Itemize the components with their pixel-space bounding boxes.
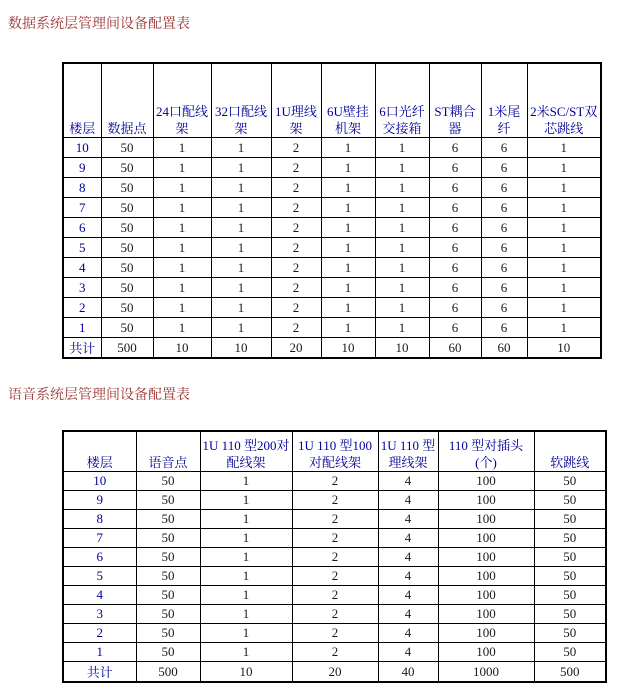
value-cell: 1 xyxy=(211,238,271,258)
value-cell: 100 xyxy=(438,605,534,624)
value-cell: 10 xyxy=(200,662,292,683)
column-header: 6口光纤交接箱 xyxy=(375,63,429,138)
floor-label-cell: 8 xyxy=(63,178,101,198)
value-cell: 100 xyxy=(438,586,534,605)
value-cell: 1 xyxy=(200,567,292,586)
table-row xyxy=(63,318,601,338)
value-cell: 1 xyxy=(527,218,601,238)
value-cell: 1 xyxy=(153,318,211,338)
value-cell: 6 xyxy=(429,278,481,298)
value-cell: 6 xyxy=(429,138,481,158)
value-cell: 50 xyxy=(534,472,606,491)
column-header: 语音点 xyxy=(136,431,200,472)
value-cell: 4 xyxy=(378,491,438,510)
value-cell: 2 xyxy=(271,298,321,318)
value-cell: 50 xyxy=(101,238,153,258)
value-cell: 2 xyxy=(271,258,321,278)
value-cell: 1 xyxy=(200,624,292,643)
value-cell: 1 xyxy=(211,318,271,338)
value-cell: 50 xyxy=(534,567,606,586)
table-row xyxy=(63,218,601,238)
value-cell: 50 xyxy=(534,548,606,567)
floor-label-cell: 3 xyxy=(63,605,136,624)
floor-label-cell: 2 xyxy=(63,298,101,318)
value-cell: 50 xyxy=(136,624,200,643)
table-row xyxy=(63,278,601,298)
value-cell: 1 xyxy=(375,258,429,278)
value-cell: 1 xyxy=(527,258,601,278)
value-cell: 1 xyxy=(211,158,271,178)
value-cell: 500 xyxy=(534,662,606,683)
value-cell: 50 xyxy=(534,491,606,510)
value-cell: 2 xyxy=(292,605,378,624)
table-row xyxy=(63,567,606,586)
value-cell: 1 xyxy=(153,258,211,278)
floor-label-cell: 9 xyxy=(63,491,136,510)
value-cell: 50 xyxy=(136,510,200,529)
value-cell: 1 xyxy=(375,198,429,218)
value-cell: 1 xyxy=(200,548,292,567)
table-row xyxy=(63,258,601,278)
value-cell: 2 xyxy=(292,510,378,529)
value-cell: 6 xyxy=(429,238,481,258)
value-cell: 2 xyxy=(292,491,378,510)
value-cell: 100 xyxy=(438,548,534,567)
column-header: 1U 110 型100对配线架 xyxy=(292,431,378,472)
table-row xyxy=(63,529,606,548)
value-cell: 1 xyxy=(200,472,292,491)
column-header: 2米SC/ST双芯跳线 xyxy=(527,63,601,138)
floor-label-cell: 10 xyxy=(63,472,136,491)
floor-label-cell: 1 xyxy=(63,643,136,662)
value-cell: 1 xyxy=(321,198,375,218)
value-cell: 100 xyxy=(438,491,534,510)
table-row xyxy=(63,624,606,643)
value-cell: 6 xyxy=(429,258,481,278)
value-cell: 20 xyxy=(271,338,321,359)
table-row xyxy=(63,605,606,624)
data-system-table-body xyxy=(63,138,601,359)
value-cell: 6 xyxy=(429,158,481,178)
value-cell: 1 xyxy=(200,510,292,529)
voice-system-table-body xyxy=(63,472,606,683)
value-cell: 60 xyxy=(429,338,481,359)
voice-system-table-title: 语音系统层管理间设备配置表 xyxy=(8,388,190,403)
table-row xyxy=(63,138,601,158)
voice-system-config-table xyxy=(62,430,607,683)
value-cell: 40 xyxy=(378,662,438,683)
value-cell: 1 xyxy=(321,278,375,298)
table-row xyxy=(63,472,606,491)
value-cell: 1 xyxy=(153,278,211,298)
value-cell: 50 xyxy=(101,258,153,278)
value-cell: 50 xyxy=(136,605,200,624)
column-header: 110 型对插头(个) xyxy=(438,431,534,472)
value-cell: 6 xyxy=(429,298,481,318)
value-cell: 6 xyxy=(429,178,481,198)
value-cell: 100 xyxy=(438,567,534,586)
value-cell: 6 xyxy=(481,298,527,318)
value-cell: 50 xyxy=(534,643,606,662)
column-header: ST耦合器 xyxy=(429,63,481,138)
floor-label-cell: 1 xyxy=(63,318,101,338)
value-cell: 1 xyxy=(200,529,292,548)
value-cell: 2 xyxy=(271,218,321,238)
column-header: 数据点 xyxy=(101,63,153,138)
value-cell: 1 xyxy=(527,278,601,298)
value-cell: 2 xyxy=(271,278,321,298)
table-row xyxy=(63,586,606,605)
value-cell: 50 xyxy=(136,529,200,548)
floor-label-cell: 7 xyxy=(63,529,136,548)
floor-label-cell: 6 xyxy=(63,548,136,567)
value-cell: 1 xyxy=(153,298,211,318)
value-cell: 1 xyxy=(200,491,292,510)
value-cell: 100 xyxy=(438,529,534,548)
value-cell: 1 xyxy=(527,138,601,158)
column-header: 1米尾纤 xyxy=(481,63,527,138)
value-cell: 2 xyxy=(271,138,321,158)
value-cell: 10 xyxy=(527,338,601,359)
value-cell: 10 xyxy=(211,338,271,359)
value-cell: 6 xyxy=(481,318,527,338)
value-cell: 100 xyxy=(438,510,534,529)
value-cell: 1 xyxy=(375,238,429,258)
value-cell: 50 xyxy=(101,198,153,218)
value-cell: 1 xyxy=(211,258,271,278)
value-cell: 50 xyxy=(136,472,200,491)
value-cell: 500 xyxy=(101,338,153,359)
value-cell: 6 xyxy=(481,158,527,178)
value-cell: 50 xyxy=(534,586,606,605)
value-cell: 1 xyxy=(375,278,429,298)
floor-label-cell: 4 xyxy=(63,586,136,605)
value-cell: 2 xyxy=(271,158,321,178)
total-row xyxy=(63,338,601,359)
value-cell: 50 xyxy=(136,586,200,605)
total-row xyxy=(63,662,606,683)
floor-label-cell: 2 xyxy=(63,624,136,643)
floor-label-cell: 共计 xyxy=(63,662,136,683)
column-header: 1U 110 型理线架 xyxy=(378,431,438,472)
value-cell: 1 xyxy=(375,178,429,198)
value-cell: 2 xyxy=(292,643,378,662)
value-cell: 10 xyxy=(375,338,429,359)
column-header: 24口配线架 xyxy=(153,63,211,138)
value-cell: 50 xyxy=(534,624,606,643)
value-cell: 6 xyxy=(481,178,527,198)
floor-label-cell: 7 xyxy=(63,198,101,218)
value-cell: 500 xyxy=(136,662,200,683)
column-header: 楼层 xyxy=(63,63,101,138)
value-cell: 1 xyxy=(153,138,211,158)
value-cell: 1 xyxy=(321,238,375,258)
value-cell: 100 xyxy=(438,472,534,491)
value-cell: 10 xyxy=(321,338,375,359)
value-cell: 100 xyxy=(438,643,534,662)
table-row xyxy=(63,643,606,662)
value-cell: 50 xyxy=(101,138,153,158)
value-cell: 2 xyxy=(271,318,321,338)
value-cell: 4 xyxy=(378,472,438,491)
value-cell: 2 xyxy=(292,567,378,586)
value-cell: 50 xyxy=(136,491,200,510)
value-cell: 4 xyxy=(378,586,438,605)
data-system-table-title: 数据系统层管理间设备配置表 xyxy=(8,17,190,32)
value-cell: 50 xyxy=(101,278,153,298)
column-header: 1U 110 型200对配线架 xyxy=(200,431,292,472)
value-cell: 1 xyxy=(211,298,271,318)
value-cell: 6 xyxy=(481,198,527,218)
value-cell: 1 xyxy=(375,218,429,238)
value-cell: 60 xyxy=(481,338,527,359)
value-cell: 6 xyxy=(481,258,527,278)
value-cell: 2 xyxy=(292,586,378,605)
floor-label-cell: 10 xyxy=(63,138,101,158)
table-row xyxy=(63,178,601,198)
column-header: 1U理线架 xyxy=(271,63,321,138)
value-cell: 1 xyxy=(375,298,429,318)
value-cell: 1 xyxy=(375,138,429,158)
value-cell: 50 xyxy=(101,318,153,338)
value-cell: 4 xyxy=(378,548,438,567)
value-cell: 2 xyxy=(292,548,378,567)
data-system-config-table xyxy=(62,62,602,359)
value-cell: 6 xyxy=(481,238,527,258)
value-cell: 1 xyxy=(200,605,292,624)
value-cell: 50 xyxy=(534,605,606,624)
value-cell: 2 xyxy=(292,624,378,643)
floor-label-cell: 6 xyxy=(63,218,101,238)
value-cell: 50 xyxy=(534,529,606,548)
value-cell: 2 xyxy=(271,178,321,198)
value-cell: 1 xyxy=(321,178,375,198)
value-cell: 50 xyxy=(101,178,153,198)
value-cell: 4 xyxy=(378,529,438,548)
value-cell: 1 xyxy=(527,198,601,218)
value-cell: 1 xyxy=(211,198,271,218)
value-cell: 1 xyxy=(211,138,271,158)
value-cell: 4 xyxy=(378,643,438,662)
value-cell: 1 xyxy=(153,218,211,238)
value-cell: 1 xyxy=(527,238,601,258)
value-cell: 1 xyxy=(375,158,429,178)
value-cell: 50 xyxy=(136,548,200,567)
column-header: 软跳线 xyxy=(534,431,606,472)
value-cell: 2 xyxy=(271,238,321,258)
value-cell: 1 xyxy=(527,318,601,338)
header-row xyxy=(63,431,606,472)
value-cell: 1 xyxy=(321,218,375,238)
value-cell: 1 xyxy=(153,158,211,178)
value-cell: 2 xyxy=(292,529,378,548)
value-cell: 1 xyxy=(321,158,375,178)
floor-label-cell: 3 xyxy=(63,278,101,298)
table-row xyxy=(63,238,601,258)
value-cell: 6 xyxy=(481,138,527,158)
value-cell: 1 xyxy=(527,298,601,318)
value-cell: 50 xyxy=(101,298,153,318)
value-cell: 20 xyxy=(292,662,378,683)
value-cell: 50 xyxy=(101,158,153,178)
value-cell: 1 xyxy=(375,318,429,338)
column-header: 32口配线架 xyxy=(211,63,271,138)
value-cell: 1 xyxy=(321,258,375,278)
table-row xyxy=(63,198,601,218)
value-cell: 1000 xyxy=(438,662,534,683)
header-row xyxy=(63,63,601,138)
value-cell: 4 xyxy=(378,605,438,624)
value-cell: 4 xyxy=(378,510,438,529)
floor-label-cell: 4 xyxy=(63,258,101,278)
floor-label-cell: 5 xyxy=(63,567,136,586)
value-cell: 2 xyxy=(292,472,378,491)
value-cell: 1 xyxy=(527,158,601,178)
value-cell: 50 xyxy=(534,510,606,529)
floor-label-cell: 9 xyxy=(63,158,101,178)
value-cell: 1 xyxy=(527,178,601,198)
table-row xyxy=(63,298,601,318)
value-cell: 1 xyxy=(211,218,271,238)
value-cell: 1 xyxy=(153,198,211,218)
column-header: 6U壁挂机架 xyxy=(321,63,375,138)
table-row xyxy=(63,491,606,510)
value-cell: 1 xyxy=(321,298,375,318)
voice-system-table-head xyxy=(63,431,606,472)
value-cell: 6 xyxy=(481,278,527,298)
value-cell: 100 xyxy=(438,624,534,643)
value-cell: 1 xyxy=(321,138,375,158)
value-cell: 1 xyxy=(200,643,292,662)
column-header: 楼层 xyxy=(63,431,136,472)
table-row xyxy=(63,510,606,529)
table-row xyxy=(63,548,606,567)
value-cell: 4 xyxy=(378,624,438,643)
floor-label-cell: 8 xyxy=(63,510,136,529)
value-cell: 1 xyxy=(211,278,271,298)
value-cell: 6 xyxy=(429,198,481,218)
value-cell: 4 xyxy=(378,567,438,586)
floor-label-cell: 5 xyxy=(63,238,101,258)
value-cell: 2 xyxy=(271,198,321,218)
table-row xyxy=(63,158,601,178)
value-cell: 50 xyxy=(136,643,200,662)
value-cell: 10 xyxy=(153,338,211,359)
value-cell: 6 xyxy=(429,218,481,238)
value-cell: 1 xyxy=(321,318,375,338)
value-cell: 1 xyxy=(153,178,211,198)
value-cell: 1 xyxy=(211,178,271,198)
value-cell: 1 xyxy=(153,238,211,258)
value-cell: 50 xyxy=(136,567,200,586)
value-cell: 50 xyxy=(101,218,153,238)
floor-label-cell: 共计 xyxy=(63,338,101,359)
value-cell: 1 xyxy=(200,586,292,605)
value-cell: 6 xyxy=(481,218,527,238)
value-cell: 6 xyxy=(429,318,481,338)
data-system-table-head xyxy=(63,63,601,138)
